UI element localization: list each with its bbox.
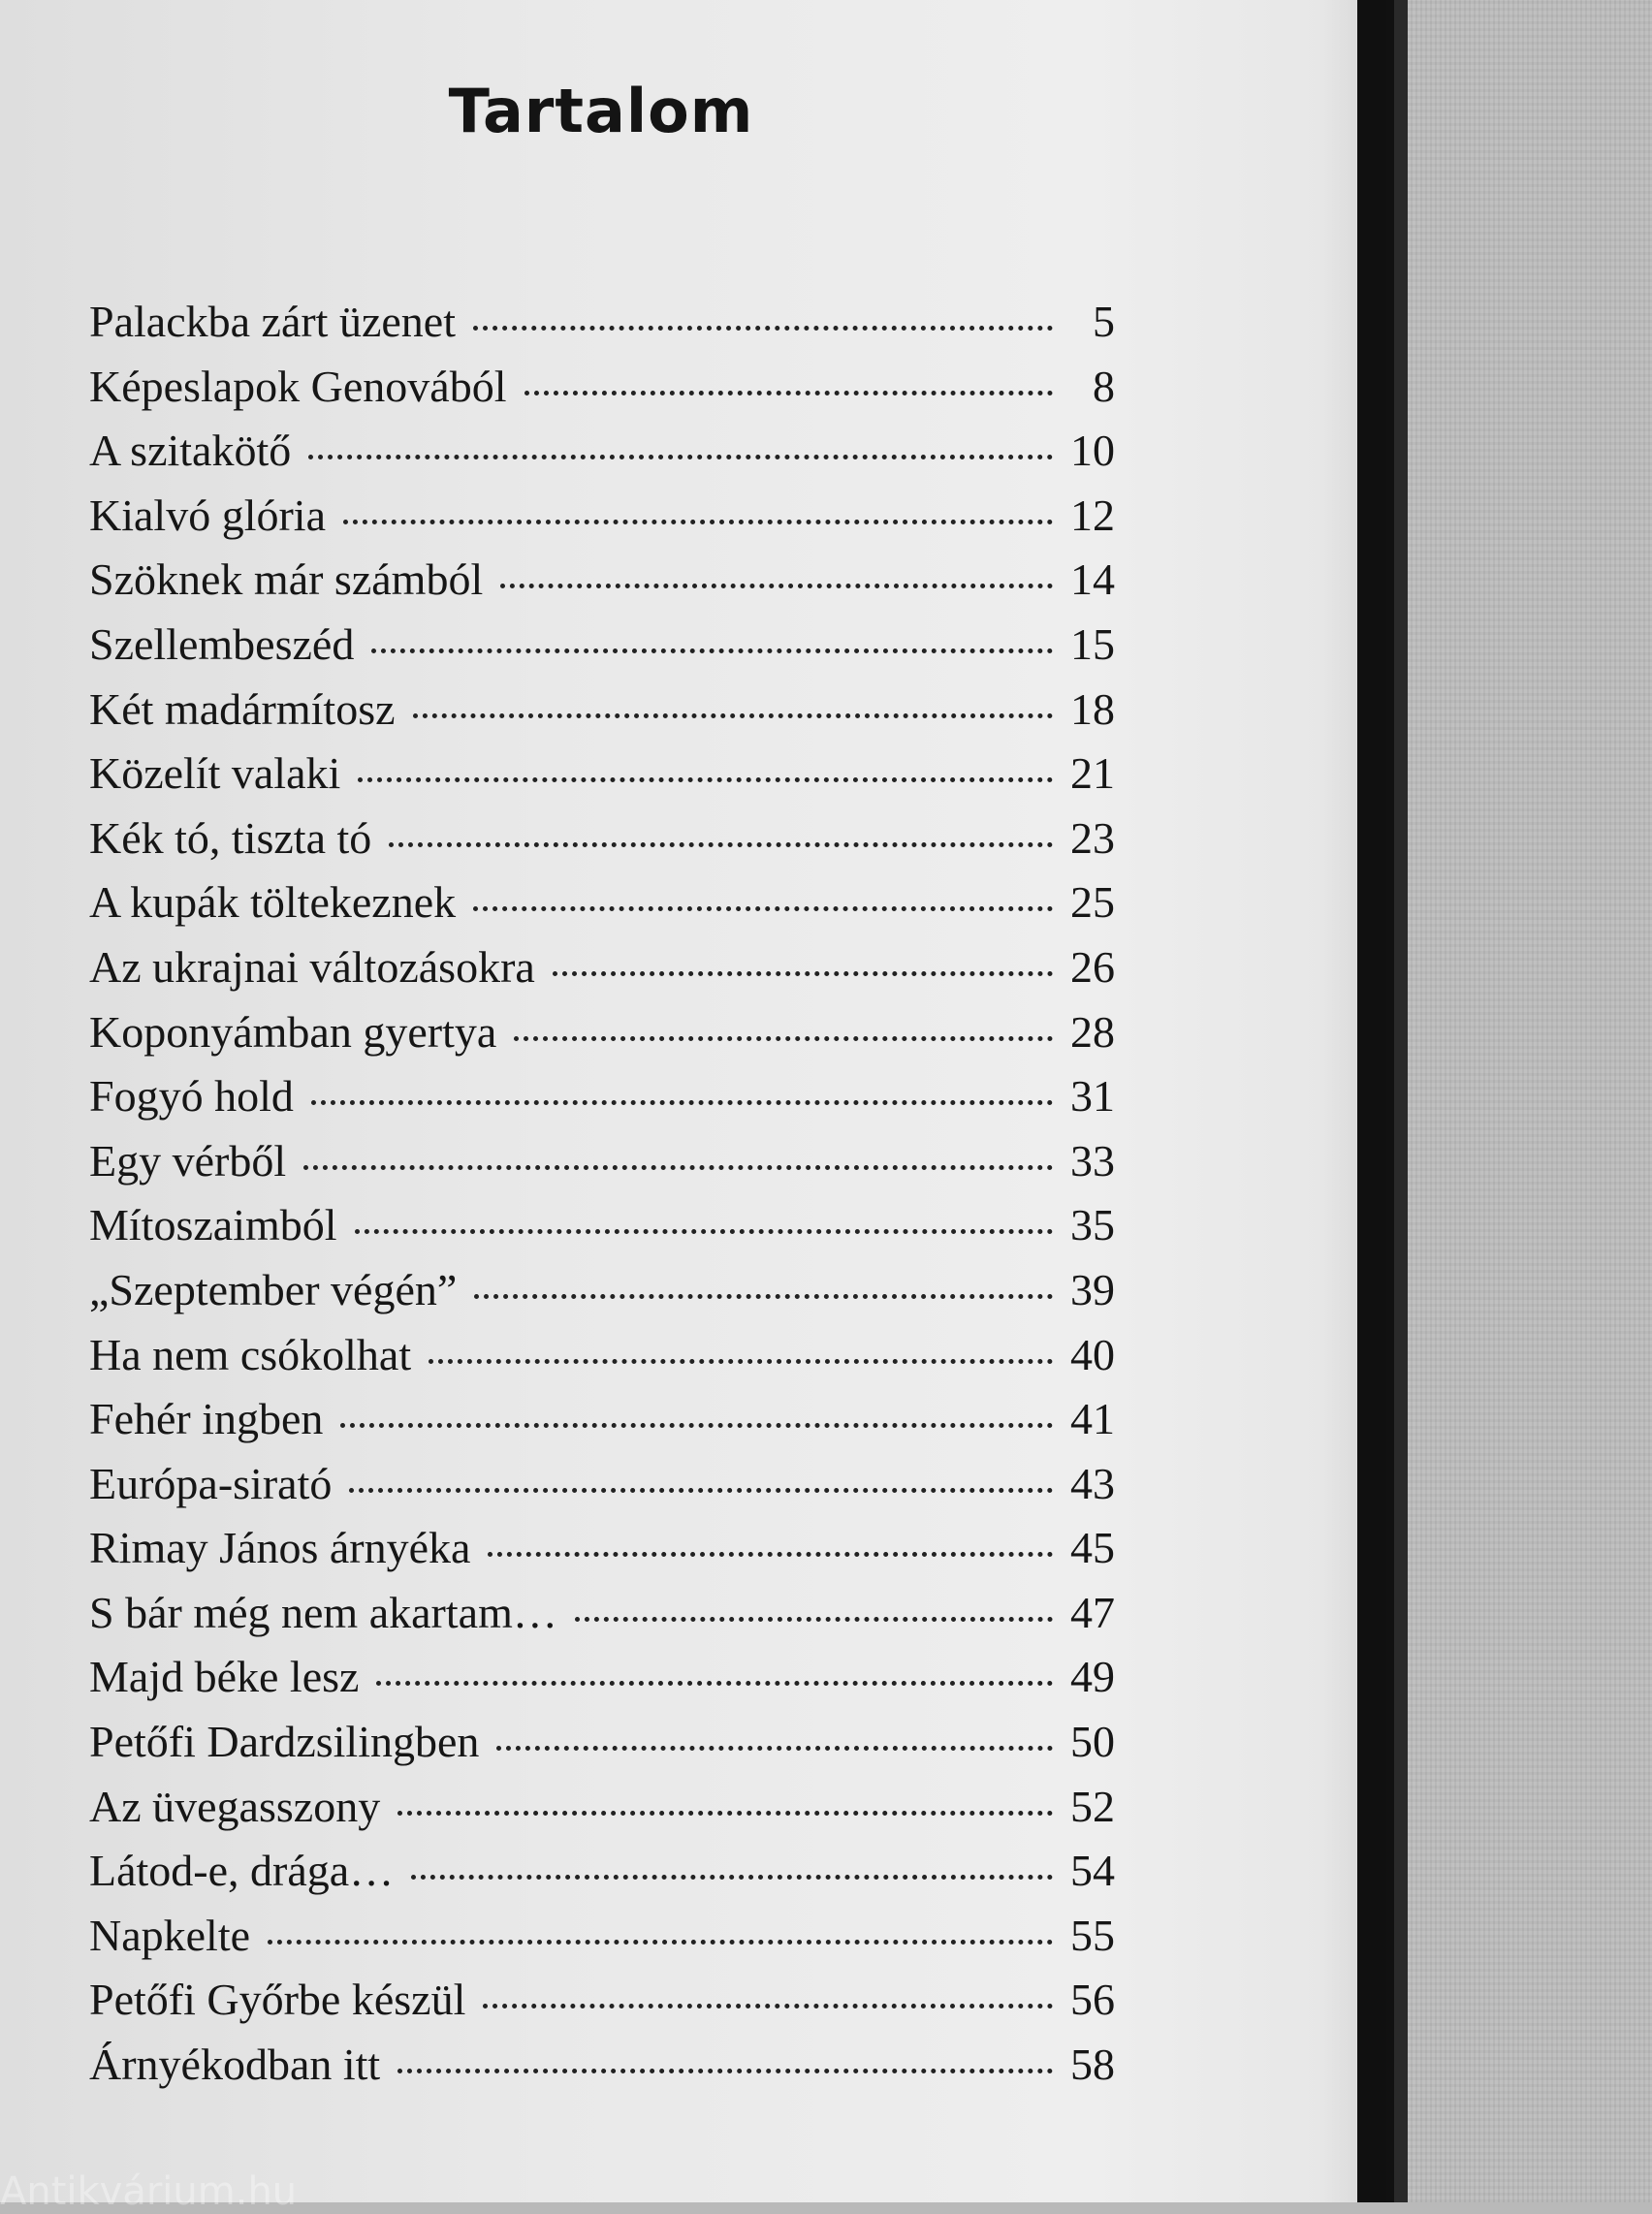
table-of-contents xyxy=(89,296,1115,2103)
toc-entry-page-number: 43 xyxy=(1070,1458,1115,1508)
toc-entry-title: Szellembeszéd xyxy=(89,618,355,669)
toc-entry-title: Képeslapok Genovából xyxy=(89,361,507,411)
toc-entry-title: S bár még nem akartam… xyxy=(89,1587,557,1637)
toc-entry-page-number: 15 xyxy=(1070,618,1115,669)
dot-leader xyxy=(429,1359,1053,1364)
dot-leader xyxy=(303,1165,1053,1170)
dot-leader xyxy=(389,842,1053,847)
toc-entry xyxy=(89,2039,1115,2103)
toc-entry-title: Az üvegasszony xyxy=(89,1781,381,1831)
dot-leader xyxy=(358,777,1053,782)
toc-entry-page-number: 50 xyxy=(1070,1717,1115,1767)
toc-entry-title: Közelít valaki xyxy=(89,748,341,799)
toc-entry-page-number: 12 xyxy=(1070,490,1115,540)
toc-entry xyxy=(89,747,1115,812)
toc-entry-page-number: 41 xyxy=(1070,1394,1115,1444)
toc-entry xyxy=(89,296,1115,361)
toc-entry xyxy=(89,1329,1115,1394)
dot-leader xyxy=(376,1681,1053,1686)
toc-entry-title: Rimay János árnyéka xyxy=(89,1523,471,1573)
toc-entry-title: Árnyékodban itt xyxy=(89,2040,381,2090)
toc-entry-title: Fehér ingben xyxy=(89,1394,324,1444)
page-title: Tartalom xyxy=(448,76,754,146)
dot-leader xyxy=(340,1423,1053,1428)
toc-entry-title: Mítoszaimból xyxy=(89,1200,337,1250)
dot-leader xyxy=(524,391,1054,395)
dot-leader xyxy=(473,326,1053,331)
dot-leader xyxy=(397,2069,1053,2073)
toc-entry-title: Petőfi Győrbe készül xyxy=(89,1975,466,2025)
toc-entry-page-number: 18 xyxy=(1070,683,1115,734)
page-edge-shadow xyxy=(1318,0,1386,2202)
dot-leader xyxy=(343,520,1053,524)
dot-leader xyxy=(496,1746,1053,1751)
dot-leader xyxy=(349,1488,1053,1493)
toc-entry xyxy=(89,554,1115,618)
toc-entry xyxy=(89,1845,1115,1910)
toc-entry xyxy=(89,1974,1115,2039)
toc-entry-title: Fogyó hold xyxy=(89,1071,294,1122)
toc-entry xyxy=(89,1781,1115,1846)
toc-entry xyxy=(89,490,1115,554)
toc-entry-page-number: 58 xyxy=(1070,2040,1115,2090)
toc-entry-title: A szitakötő xyxy=(89,426,292,476)
toc-entry-title: Ha nem csókolhat xyxy=(89,1329,412,1379)
dot-leader xyxy=(500,584,1053,588)
toc-entry-title: Kék tó, tiszta tó xyxy=(89,812,372,863)
toc-entry xyxy=(89,618,1115,683)
toc-entry-page-number: 10 xyxy=(1070,426,1115,476)
toc-entry-page-number: 54 xyxy=(1070,1846,1115,1896)
dot-leader xyxy=(268,1940,1053,1945)
toc-entry-title: Egy vérből xyxy=(89,1135,287,1186)
dot-leader xyxy=(397,1811,1053,1816)
toc-entry-title: Palackba zárt üzenet xyxy=(89,297,456,346)
watermark-text: Antikvárium.hu xyxy=(0,2169,298,2214)
toc-entry xyxy=(89,876,1115,941)
toc-entry-page-number: 56 xyxy=(1070,1975,1115,2025)
dot-leader xyxy=(371,648,1053,653)
dot-leader xyxy=(488,1552,1053,1557)
dot-leader xyxy=(553,971,1053,976)
toc-entry-page-number: 14 xyxy=(1070,554,1115,605)
toc-entry-page-number: 23 xyxy=(1070,812,1115,863)
toc-entry xyxy=(89,683,1115,748)
dot-leader xyxy=(483,2004,1053,2008)
toc-entry-title: Szöknek már számból xyxy=(89,554,484,605)
toc-entry xyxy=(89,1070,1115,1135)
toc-entry-page-number: 35 xyxy=(1070,1200,1115,1250)
toc-entry-page-number: 28 xyxy=(1070,1006,1115,1057)
toc-entry xyxy=(89,1006,1115,1071)
toc-entry xyxy=(89,1910,1115,1975)
dot-leader xyxy=(308,455,1053,459)
toc-entry-page-number: 55 xyxy=(1070,1910,1115,1960)
toc-entry-title: Látod-e, drága… xyxy=(89,1846,395,1896)
toc-entry xyxy=(89,425,1115,490)
toc-entry-page-number: 33 xyxy=(1070,1135,1115,1186)
toc-entry-title: Az ukrajnai változásokra xyxy=(89,941,535,992)
dot-leader xyxy=(575,1617,1053,1622)
toc-entry xyxy=(89,1199,1115,1264)
toc-entry-page-number: 40 xyxy=(1070,1329,1115,1379)
toc-entry-page-number: 5 xyxy=(1093,297,1115,346)
toc-entry-page-number: 49 xyxy=(1070,1652,1115,1702)
dot-leader xyxy=(514,1036,1053,1041)
dot-leader xyxy=(355,1229,1053,1234)
toc-entry-title: Petőfi Dardzsilingben xyxy=(89,1717,480,1767)
toc-entry xyxy=(89,812,1115,877)
toc-entry-page-number: 26 xyxy=(1070,941,1115,992)
toc-entry-title: Európa-sirató xyxy=(89,1458,333,1508)
toc-entry xyxy=(89,1522,1115,1587)
toc-entry-title: „Szeptember végén” xyxy=(89,1264,458,1314)
dot-leader xyxy=(474,1294,1053,1299)
toc-entry-page-number: 39 xyxy=(1070,1264,1115,1314)
toc-entry xyxy=(89,361,1115,426)
toc-entry-title: Kialvó glória xyxy=(89,490,326,540)
toc-entry-title: A kupák töltekeznek xyxy=(89,877,457,928)
toc-entry xyxy=(89,1264,1115,1329)
toc-entry-title: Majd béke lesz xyxy=(89,1652,360,1702)
toc-entry-title: Napkelte xyxy=(89,1910,251,1960)
toc-entry xyxy=(89,1393,1115,1458)
toc-entry-page-number: 21 xyxy=(1070,748,1115,799)
toc-entry xyxy=(89,1587,1115,1652)
dot-leader xyxy=(311,1100,1053,1105)
toc-entry-page-number: 47 xyxy=(1070,1587,1115,1637)
toc-entry-title: Koponyámban gyertya xyxy=(89,1006,497,1057)
dot-leader xyxy=(473,906,1053,911)
toc-entry-page-number: 8 xyxy=(1093,361,1115,411)
toc-entry-page-number: 25 xyxy=(1070,877,1115,928)
toc-entry-page-number: 45 xyxy=(1070,1523,1115,1573)
toc-entry xyxy=(89,1716,1115,1781)
toc-entry xyxy=(89,941,1115,1006)
toc-entry xyxy=(89,1651,1115,1716)
toc-entry-page-number: 31 xyxy=(1070,1071,1115,1122)
dot-leader xyxy=(411,1875,1053,1880)
toc-entry-page-number: 52 xyxy=(1070,1781,1115,1831)
toc-entry xyxy=(89,1458,1115,1523)
book-cover-edge xyxy=(1394,0,1408,2202)
toc-entry xyxy=(89,1135,1115,1200)
dot-leader xyxy=(413,713,1053,718)
toc-entry-title: Két madármítosz xyxy=(89,683,396,734)
